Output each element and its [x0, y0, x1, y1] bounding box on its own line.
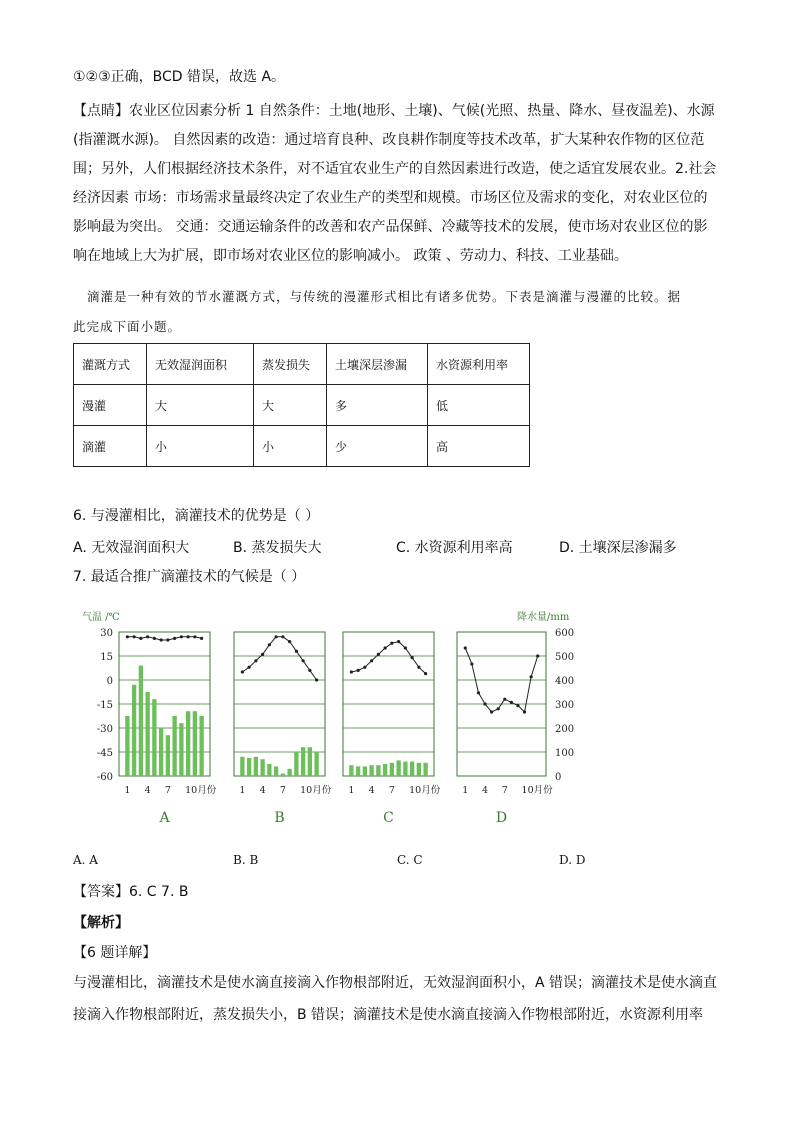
option-d[interactable]: D. D — [559, 853, 586, 867]
temperature-point — [241, 670, 244, 673]
x-tick-label: 10月份 — [300, 785, 332, 796]
detail-heading: 【6 题详解】 — [73, 945, 157, 961]
temperature-point — [363, 666, 366, 669]
precipitation-bar — [267, 764, 271, 776]
table-header-cell: 无效湿润面积 — [147, 344, 254, 385]
temperature-point — [153, 637, 156, 640]
precipitation-bar — [396, 760, 400, 776]
precipitation-bar — [383, 764, 387, 776]
temperature-point — [315, 678, 318, 681]
temperature-point — [308, 669, 311, 672]
option-c[interactable]: C. 水资源利用率高 — [396, 540, 513, 556]
precipitation-bar — [152, 699, 156, 776]
table-row — [74, 385, 530, 426]
precipitation-bar — [199, 716, 203, 776]
temperature-point — [173, 637, 176, 640]
x-tick-label: 4 — [259, 785, 266, 796]
precipitation-bar — [294, 752, 298, 776]
right-tick-label: 0 — [555, 772, 562, 783]
table-cell: 多 — [327, 385, 428, 426]
table-header-cell: 土壤深层渗漏 — [327, 344, 428, 385]
right-tick-label: 400 — [555, 676, 575, 687]
precipitation-bar — [281, 774, 285, 776]
option-b[interactable]: B. B — [233, 853, 259, 867]
precipitation-bar — [301, 747, 305, 776]
table-cell: 小 — [147, 426, 254, 467]
temperature-point — [384, 646, 387, 649]
precipitation-bar — [287, 769, 291, 776]
table-header-cell: 蒸发损失 — [254, 344, 327, 385]
precipitation-bar — [274, 766, 278, 776]
precipitation-bar — [166, 735, 170, 776]
temperature-point — [424, 672, 427, 675]
precipitation-bar — [125, 716, 129, 776]
question-7-stem: 7. 最适合推广滴灌技术的气候是（ ） — [73, 569, 306, 585]
left-tick-label: -15 — [96, 700, 113, 711]
temperature-point — [193, 635, 196, 638]
temperature-point — [281, 635, 284, 638]
temperature-point — [187, 635, 190, 638]
left-tick-label: -45 — [96, 748, 113, 759]
precipitation-bar — [417, 763, 421, 776]
temperature-point — [275, 635, 278, 638]
left-tick-label: 15 — [100, 652, 113, 663]
right-tick-label: 300 — [555, 700, 575, 711]
temperature-point — [295, 650, 298, 653]
panel-label: B — [274, 810, 285, 826]
text-line: 影响最为突出。 交通：交通运输条件的改善和农产品保鲜、冷藏等技术的发展，使市场对农业区位的影 — [73, 219, 708, 235]
detail-line: 接滴入作物根部附近，蒸发损失小，B 错误；滴灌技术是使水滴直接滴入作物根部附近，水资源利用率 — [73, 1007, 704, 1023]
x-tick-label: 7 — [501, 785, 508, 796]
left-tick-label: -30 — [96, 724, 113, 735]
x-tick-label: 10月份 — [409, 785, 441, 796]
comparison-table — [73, 343, 530, 467]
precipitation-bar — [159, 728, 163, 776]
left-axis-label: 气温 /℃ — [82, 612, 120, 623]
x-tick-label: 7 — [279, 785, 286, 796]
x-tick-label: 1 — [239, 785, 246, 796]
precipitation-bar — [363, 766, 367, 776]
temperature-point — [536, 654, 539, 657]
temperature-point — [166, 638, 169, 641]
climate-charts — [0, 600, 794, 840]
precipitation-bar — [410, 762, 414, 776]
question-6-stem: 6. 与漫灌相比，滴灌技术的优势是（ ） — [73, 508, 320, 524]
temperature-point — [404, 646, 407, 649]
right-tick-label: 200 — [555, 724, 575, 735]
table-header-cell: 水资源利用率 — [428, 344, 530, 385]
temperature-point — [357, 669, 360, 672]
option-b[interactable]: B. 蒸发损失大 — [233, 540, 322, 556]
precipitation-bar — [390, 763, 394, 776]
x-tick-label: 4 — [368, 785, 375, 796]
panel-label: A — [159, 810, 170, 826]
text-line: 【点睛】农业区位因素分析 1 自然条件：土地(地形、土壤)、气候(光照、热量、降水、昼夜温差)、水源 — [73, 103, 715, 119]
temperature-point — [133, 635, 136, 638]
temperature-point — [288, 640, 291, 643]
precipitation-bar — [349, 765, 353, 776]
right-axis-label: 降水量/mm — [517, 612, 570, 623]
option-c[interactable]: C. C — [397, 853, 423, 867]
precipitation-bar — [254, 757, 258, 776]
precipitation-bar — [172, 716, 176, 776]
left-tick-label: 30 — [100, 628, 113, 639]
table-cell: 滴灌 — [74, 426, 147, 467]
intro-line: 此完成下面小题。 — [73, 319, 182, 334]
precipitation-bar — [376, 765, 380, 776]
analysis-heading: 【解析】 — [73, 915, 129, 931]
x-tick-label: 4 — [144, 785, 151, 796]
precipitation-bar — [356, 766, 360, 776]
temperature-point — [126, 635, 129, 638]
temperature-point — [470, 662, 473, 665]
temperature-point — [417, 666, 420, 669]
temperature-point — [510, 701, 513, 704]
temperature-point — [390, 642, 393, 645]
right-tick-label: 100 — [555, 748, 575, 759]
x-tick-label: 1 — [348, 785, 355, 796]
temperature-point — [350, 670, 353, 673]
precipitation-bar — [403, 762, 407, 776]
temperature-point — [200, 637, 203, 640]
temperature-point — [530, 675, 533, 678]
temperature-point — [254, 659, 257, 662]
table-row — [74, 426, 530, 467]
table-cell: 漫灌 — [74, 385, 147, 426]
x-tick-label: 10月份 — [521, 785, 553, 796]
temperature-point — [477, 691, 480, 694]
detail-line: 与漫灌相比，滴灌技术是使水滴直接滴入作物根部附近，无效湿润面积小，A 错误；滴灌技术是使水滴直 — [73, 975, 718, 991]
answer-line: 【答案】6. C 7. B — [73, 884, 189, 900]
temperature-point — [146, 635, 149, 638]
table-cell: 低 — [428, 385, 530, 426]
temperature-point — [268, 643, 271, 646]
table-cell: 大 — [147, 385, 254, 426]
precipitation-bar — [423, 763, 427, 776]
intro-line: 滴灌是一种有效的节水灌溉方式，与传统的漫灌形式相比有诸多优势。下表是滴灌与漫灌的比较。据 — [87, 289, 682, 304]
temperature-point — [160, 638, 163, 641]
temperature-point — [497, 707, 500, 710]
table-cell: 高 — [428, 426, 530, 467]
text-line: (指灌溉水源)。 自然因素的改造：通过培育良种、改良耕作制度等技术改革，扩大某种农作物的区位范 — [73, 132, 705, 148]
table-cell: 小 — [254, 426, 327, 467]
precipitation-bar — [260, 759, 264, 776]
precipitation-bar — [247, 758, 251, 776]
temperature-point — [523, 710, 526, 713]
temperature-point — [397, 640, 400, 643]
temperature-point — [377, 653, 380, 656]
x-tick-label: 1 — [124, 785, 131, 796]
precipitation-bar — [186, 711, 190, 776]
x-tick-label: 1 — [462, 785, 469, 796]
precipitation-bar — [308, 747, 312, 776]
text-line: 响在地域上大为扩展，即市场对农业区位的影响减小。 政策 、劳动力、科技、工业基础。 — [73, 248, 628, 264]
precipitation-bar — [145, 692, 149, 776]
temperature-point — [261, 653, 264, 656]
x-tick-label: 7 — [388, 785, 395, 796]
x-tick-label: 7 — [164, 785, 171, 796]
precipitation-bar — [240, 757, 244, 776]
table-cell: 大 — [254, 385, 327, 426]
temperature-point — [411, 656, 414, 659]
table-header-cell: 灌溉方式 — [74, 344, 147, 385]
temperature-point — [180, 635, 183, 638]
left-tick-label: -60 — [96, 772, 113, 783]
temperature-point — [302, 659, 305, 662]
temperature-point — [370, 659, 373, 662]
option-a[interactable]: A. 无效湿润面积大 — [73, 540, 190, 556]
panel-label: C — [383, 810, 394, 826]
precipitation-bar — [179, 723, 183, 776]
right-tick-label: 500 — [555, 652, 575, 663]
text-line: 经济因素 市场：市场需求量最终决定了农业生产的类型和规模。市场区位及需求的变化，对农业区位的 — [73, 190, 708, 206]
option-d[interactable]: D. 土壤深层渗漏多 — [559, 540, 677, 556]
text-line: 围；另外，人们根据经济技术条件，对不适宜农业生产的自然因素进行改造，使之适宜发展农业。2.社会 — [73, 161, 717, 177]
panel-label: D — [495, 810, 508, 826]
temperature-point — [516, 704, 519, 707]
temperature-line — [127, 637, 201, 640]
temperature-line — [242, 637, 316, 680]
precipitation-bar — [314, 752, 318, 776]
temperature-point — [503, 698, 506, 701]
left-tick-label: 0 — [106, 676, 113, 687]
x-tick-label: 4 — [482, 785, 489, 796]
text-line: ①②③正确，BCD 错误，故选 A。 — [73, 69, 286, 85]
temperature-point — [139, 637, 142, 640]
temperature-line — [351, 642, 425, 674]
precipitation-bar — [369, 765, 373, 776]
right-tick-label: 600 — [555, 628, 575, 639]
temperature-point — [248, 666, 251, 669]
precipitation-bar — [132, 685, 136, 776]
temperature-point — [464, 646, 467, 649]
table-cell: 少 — [327, 426, 428, 467]
table-header-row — [74, 344, 530, 385]
option-a[interactable]: A. A — [73, 853, 98, 867]
precipitation-bar — [139, 666, 143, 776]
x-tick-label: 10月份 — [185, 785, 217, 796]
temperature-point — [490, 710, 493, 713]
precipitation-bar — [193, 711, 197, 776]
temperature-point — [483, 702, 486, 705]
